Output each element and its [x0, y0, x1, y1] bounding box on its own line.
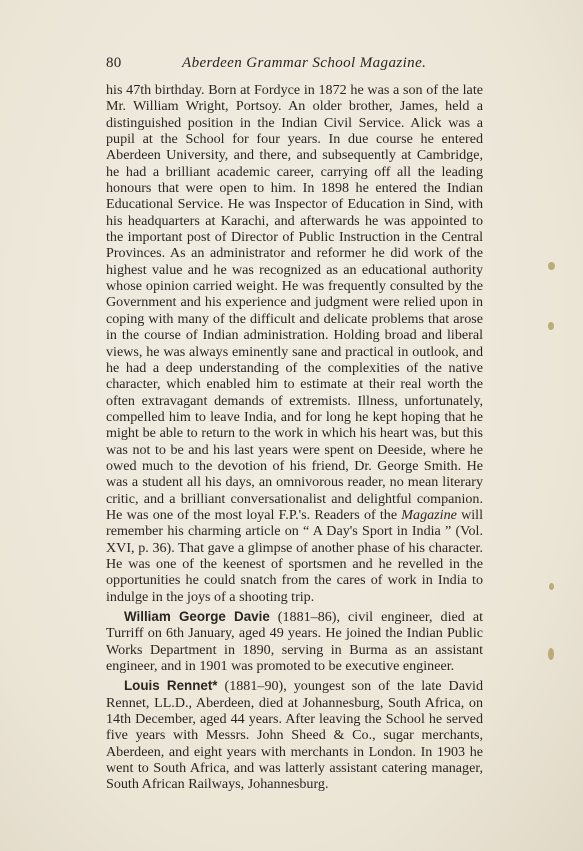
obituary-paragraph-rennet: [106, 678, 483, 792]
paragraph-text: will remember his charming article on “ A Day's Sport in India ” (Vol. XVI, p. 36). That gave a glimpse of another phase of his character. He was one of the keenest of sportsmen and he revelled in the opportunities he could snatch from the cares of work in India to indulge in the joys of a shooting trip.: [106, 506, 484, 605]
foxing-spot: [548, 262, 555, 270]
foxing-spot: [548, 322, 554, 330]
magazine-title: Magazine: [401, 506, 457, 523]
foxing-spot: [548, 648, 554, 660]
obituary-paragraph-davie: [106, 609, 483, 674]
person-name: William George Davie: [124, 609, 270, 624]
page-number: 80: [106, 55, 122, 71]
paragraph-text: (1881–86), civil engineer, died at Turriff on 6th January, aged 49 years. He joined the Indian Public Works Department in 1890, serving in Burma as an assistant engineer, and in 1901 was promoted to be executive engineer.: [106, 609, 483, 675]
obituary-paragraph-wright: [106, 82, 483, 605]
article-body: [106, 82, 483, 793]
running-title: Aberdeen Grammar School Magazine.: [182, 55, 427, 71]
person-name: Louis Rennet*: [124, 678, 218, 694]
page-header: [106, 55, 486, 75]
paragraph-text: his 47th birthday. Born at Fordyce in 1872 he was a son of the late Mr. William Wright, Portsoy. An older brother, James, held a distinguished position in the Indian Civil Service. Alick was a pupil at the School for four years. In due course he entered Aberdeen University, and there, and subsequently at Cambridge, he had a brilliant academic career, carrying off all the leading honours that were open to him. In 1898 he entered the Indian Educational Service. He was Inspector of Education in Sind, with his headquarters at Karachi, and afterwards he was appointed to the important post of Director of Public Instruction in the Central Provinces. As an administrator and reformer he did work of the highest value and he was recognized as an educational authority whose opinion carried weight. He was frequently consulted by the Government and his experience and judgment were relied upon in coping with many of the difficult and delicate problems that arose in the course of Indian administration. Holding broad and liberal views, he was always eminently sane and practical in outlook, and he had a deep understanding of the complexities of the native character, which enabled him to estimate at their real worth the often extravagant demands of extremists. Illness, unfortunately, compelled him to leave India, and for long he kept hoping that he might be able to return to the work in which his heart was, but this was not to be and his last years were spent on Deeside, where he owed much to the devotion of his friend, Dr. George Smith. He was a student all his days, an omnivorous reader, no mean literary critic, and a brilliant conversationalist and delightful companion. He was one of the most loyal F.P.'s. Readers of the: [106, 82, 483, 523]
foxing-spot: [549, 583, 554, 590]
paragraph-text: (1881–90), youngest son of the late David Rennet, LL.D., Aberdeen, died at Johannesburg, South Africa, on 14th December, aged 44 years. After leaving the School he served five years with Messrs. John Sheed & Co., sugar merchants, Aberdeen, and eight years with merchants in London. In 1903 he went to South Africa, and was latterly assistant catering manager, South African Railways, Johannesburg.: [106, 678, 483, 793]
